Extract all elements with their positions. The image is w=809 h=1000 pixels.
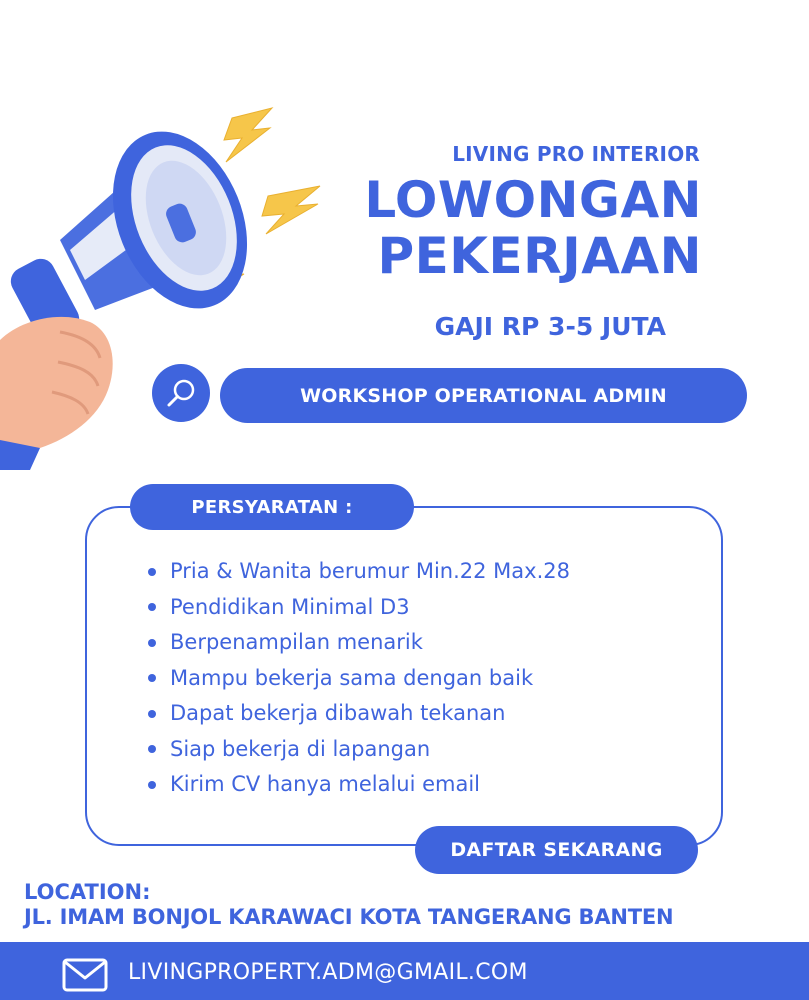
title-line-2: PEKERJAAN: [377, 227, 702, 285]
list-item: Kirim CV hanya melalui email: [148, 767, 708, 803]
hand-illustration: [0, 317, 113, 470]
bullet-icon: [148, 710, 156, 718]
bullet-icon: [148, 781, 156, 789]
bullet-icon: [148, 568, 156, 576]
bullet-icon: [148, 674, 156, 682]
search-icon: [163, 375, 199, 411]
list-item: Pria & Wanita berumur Min.22 Max.28: [148, 554, 708, 590]
mail-icon: [62, 958, 108, 992]
list-item: Siap bekerja di lapangan: [148, 732, 708, 768]
location-label: LOCATION:: [24, 880, 151, 904]
location-address: JL. IMAM BONJOL KARAWACI KOTA TANGERANG BANTEN: [24, 905, 674, 929]
requirements-list: [148, 554, 708, 803]
company-name: LIVING PRO INTERIOR: [452, 142, 700, 166]
title-line-1: LOWONGAN: [364, 171, 702, 229]
salary-text: GAJI RP 3-5 JUTA: [434, 312, 666, 341]
position-label: WORKSHOP OPERATIONAL ADMIN: [300, 384, 667, 407]
bullet-icon: [148, 745, 156, 753]
list-item: Mampu bekerja sama dengan baik: [148, 661, 708, 697]
list-item: Berpenampilan menarik: [148, 625, 708, 661]
list-item: Dapat bekerja dibawah tekanan: [148, 696, 708, 732]
position-pill: [220, 368, 747, 423]
email-link[interactable]: LIVINGPROPERTY.ADM@GMAIL.COM: [128, 960, 528, 985]
bullet-icon: [148, 603, 156, 611]
register-now-button[interactable]: [415, 826, 698, 874]
requirements-heading-label: PERSYARATAN :: [191, 496, 353, 518]
register-now-label: DAFTAR SEKARANG: [450, 839, 663, 861]
search-icon-badge: [152, 364, 210, 422]
bullet-icon: [148, 639, 156, 647]
list-item: Pendidikan Minimal D3: [148, 590, 708, 626]
requirements-heading: [130, 484, 414, 530]
